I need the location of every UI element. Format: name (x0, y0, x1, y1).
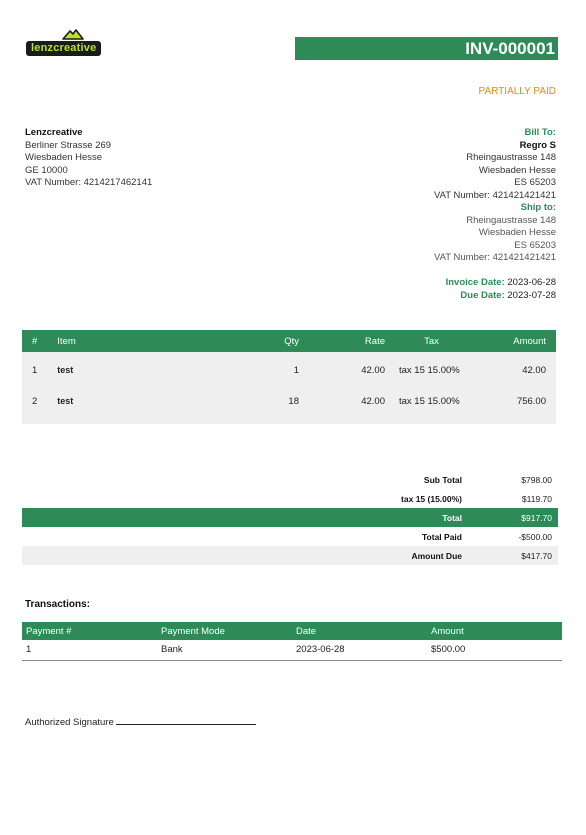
cell-payment-number: 1 (26, 644, 32, 656)
cell-qty: 18 (288, 395, 299, 407)
col-amount: Amount (513, 335, 546, 347)
due-date-value: 2023-07-28 (507, 289, 556, 301)
amount-due-label: Amount Due (411, 550, 462, 561)
invoice-dates (446, 277, 556, 302)
from-address-line: Wiesbaden Hesse (25, 152, 103, 163)
tax-value: $119.70 (521, 493, 552, 504)
col-tax: Tax (424, 335, 439, 347)
from-address-line: Berliner Strasse 269 (25, 139, 112, 151)
col-qty: Qty (284, 335, 299, 347)
cell-amount: $500.00 (431, 644, 466, 656)
tax-label: tax 15 (15.00%) (401, 493, 462, 504)
signature-label: Authorized Signature (25, 717, 114, 728)
cell-tax: tax 15 15.00% (399, 364, 460, 376)
from-company: Lenzcreative (25, 127, 83, 138)
payment-status-badge: PARTIALLY PAID (478, 86, 556, 97)
total-row (22, 508, 558, 527)
from-address-line: GE 10000 (25, 164, 68, 176)
cell-amount: 42.00 (522, 364, 546, 376)
from-address-block (25, 127, 152, 190)
ship-vat: VAT Number: 421421421421 (433, 252, 556, 263)
table-row (22, 352, 556, 388)
total-paid-label: Total Paid (422, 531, 462, 542)
bill-to-label: Bill To: (524, 127, 556, 138)
total-paid-row (22, 527, 558, 546)
cell-amount: 756.00 (516, 395, 546, 407)
company-logo (26, 28, 121, 56)
items-header-row (22, 330, 556, 352)
col-payment-mode: Payment Mode (161, 625, 225, 637)
bill-to-block (434, 127, 556, 265)
amount-due-value: $417.70 (521, 550, 552, 561)
transactions-header-row (22, 622, 562, 640)
amount-due-row (22, 546, 558, 565)
invoice-date-label: Invoice Date: (445, 277, 505, 288)
bill-address-line: Wiesbaden Hesse (478, 164, 556, 176)
cell-date: 2023-06-28 (296, 644, 345, 656)
transactions-title: Transactions: (25, 599, 91, 610)
bill-address-line: Rheingaustrasse 148 (466, 152, 556, 163)
subtotal-label: Sub Total (423, 474, 462, 485)
invoice-date-value: 2023-06-28 (507, 277, 556, 288)
cell-payment-mode: Bank (161, 644, 183, 656)
col-payment-number: Payment # (26, 625, 72, 637)
col-rate: Rate (364, 335, 385, 347)
due-date-label: Due Date: (460, 289, 505, 301)
authorized-signature (25, 716, 256, 728)
signature-line (116, 716, 256, 725)
cell-item: test (57, 365, 74, 375)
logo-text: lenzcreative (26, 41, 101, 56)
bill-address-line: ES 65203 (514, 177, 556, 188)
ship-address-line: Wiesbaden Hesse (478, 227, 556, 238)
total-value: $917.70 (521, 512, 552, 523)
table-row (22, 388, 556, 424)
cell-item: test (57, 396, 74, 406)
cell-num: 1 (32, 364, 38, 376)
subtotal-value: $798.00 (521, 474, 552, 485)
bill-vat: VAT Number: 421421421421 (433, 189, 556, 201)
col-item: Item (57, 335, 76, 347)
ship-address-line: ES 65203 (514, 239, 556, 251)
cell-rate: 42.00 (361, 364, 385, 376)
subtotal-row (22, 470, 558, 489)
ship-to-label: Ship to: (520, 202, 556, 213)
col-amount: Amount (431, 625, 464, 637)
cell-qty: 1 (293, 364, 299, 376)
tax-row (22, 489, 558, 508)
from-vat: VAT Number: 4214217462141 (25, 177, 153, 188)
cell-tax: tax 15 15.00% (399, 395, 460, 407)
total-paid-value: -$500.00 (518, 531, 552, 542)
client-name: Regro S (519, 139, 556, 151)
col-date: Date (296, 625, 317, 637)
col-num: # (32, 335, 38, 347)
cell-num: 2 (32, 395, 38, 407)
items-table (22, 330, 556, 424)
mountain-icon (62, 28, 84, 40)
cell-rate: 42.00 (361, 395, 385, 407)
ship-address-line: Rheingaustrasse 148 (466, 214, 556, 226)
totals-table (22, 470, 558, 565)
transactions-table (22, 622, 562, 661)
invoice-number: INV-000001 (295, 37, 558, 60)
table-row (22, 640, 562, 660)
total-label: Total (442, 512, 462, 523)
